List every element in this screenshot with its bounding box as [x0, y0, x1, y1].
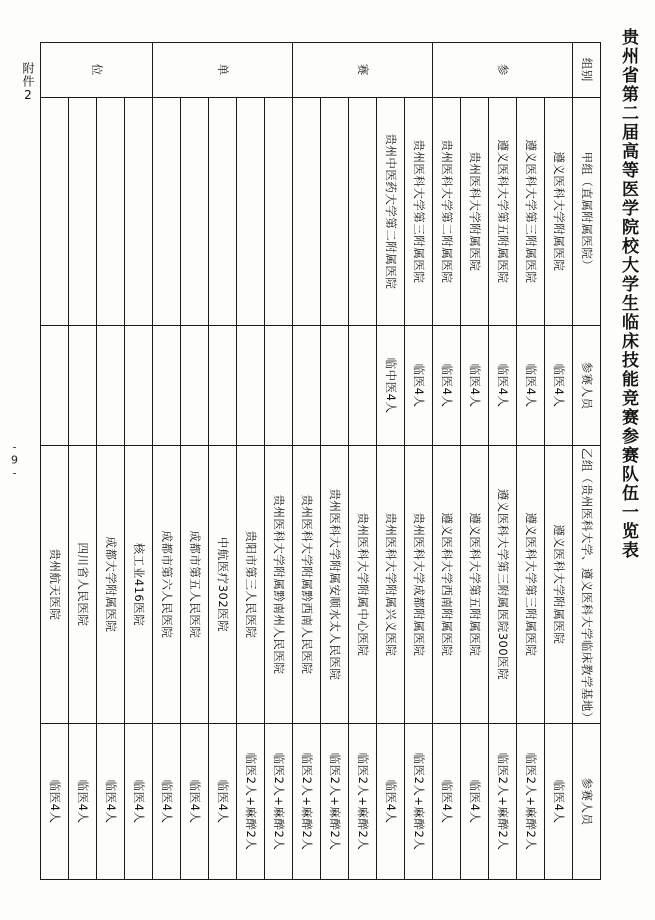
- cell-a-unit: 贵州医科大学附属医院: [461, 97, 489, 326]
- cell-b-people: 临医2人+麻醉2人: [405, 724, 433, 880]
- cell-b-people: 临医2人+麻醉2人: [321, 724, 349, 880]
- table-row: [237, 43, 265, 880]
- cell-b-unit: 贵州医科大学附属中心医院: [349, 445, 377, 723]
- cell-b-people: 临医4人: [377, 724, 405, 880]
- cell-b-people: 临医4人: [153, 724, 181, 880]
- page-number: -9-: [8, 440, 21, 480]
- cell-b-people: 临医4人: [69, 724, 97, 880]
- cell-a-people: 临医4人: [461, 326, 489, 446]
- cell-a-unit: [349, 97, 377, 326]
- cell-a-unit: [41, 97, 69, 326]
- cell-a-unit: [181, 97, 209, 326]
- participating-teams-table: [40, 42, 601, 880]
- table-row: [181, 43, 209, 880]
- cell-a-people: 临医4人: [545, 326, 573, 446]
- cell-a-people: [349, 326, 377, 446]
- cell-b-people: 临医4人: [41, 724, 69, 880]
- cell-b-unit: 遵义医科大学附属医院: [545, 445, 573, 723]
- table-row: [69, 43, 97, 880]
- cell-b-people: 临医4人: [181, 724, 209, 880]
- cell-b-unit: 贵州医科大学附属安顺水太人民医院: [321, 445, 349, 723]
- table-row: [125, 43, 153, 880]
- cell-b-unit: 贵州医科大学附属黔西南人民医院: [293, 445, 321, 723]
- cell-a-unit: 贵州医科大学第二附属医院: [433, 97, 461, 326]
- cell-b-people: 临医4人: [97, 724, 125, 880]
- cell-a-unit: 贵州医科大学第三附属医院: [405, 97, 433, 326]
- cell-b-people: 临医2人+麻醉2人: [293, 724, 321, 880]
- table-row: [209, 43, 237, 880]
- side-label-dan: 单: [153, 43, 293, 98]
- table-row: [517, 43, 545, 880]
- header-group: 组别: [573, 43, 601, 98]
- cell-a-people: [41, 326, 69, 446]
- page-title: 贵州省第二届高等医学院校大学生临床技能竞赛参赛队伍一览表: [618, 28, 638, 560]
- header-group-b: 乙组（贵州医科大学、遵义医科大学临床教学基地）: [573, 445, 601, 723]
- cell-b-unit: 四川省人民医院: [69, 445, 97, 723]
- cell-a-unit: 遵义医科大学第五附属医院: [489, 97, 517, 326]
- cell-a-unit: [293, 97, 321, 326]
- table-row: [321, 43, 349, 880]
- cell-b-people: 临医2人+麻醉2人: [237, 724, 265, 880]
- table-body: [41, 43, 573, 880]
- cell-a-people: [153, 326, 181, 446]
- cell-b-people: 临医4人: [433, 724, 461, 880]
- cell-b-people: 临医2人+麻醉2人: [265, 724, 293, 880]
- cell-b-people: 临医4人: [125, 724, 153, 880]
- header-group-a-people: 参赛人员: [573, 326, 601, 446]
- cell-b-people: 临医4人: [461, 724, 489, 880]
- cell-a-people: 临医4人: [489, 326, 517, 446]
- cell-a-unit: [237, 97, 265, 326]
- table-row: [461, 43, 489, 880]
- cell-b-people: 临医2人+麻醉2人: [517, 724, 545, 880]
- cell-a-people: 临医4人: [405, 326, 433, 446]
- cell-a-people: [181, 326, 209, 446]
- cell-b-unit: 遵义医科大学第五附属医院: [461, 445, 489, 723]
- table-row: [265, 43, 293, 880]
- cell-a-unit: [321, 97, 349, 326]
- table-row: [153, 43, 181, 880]
- cell-a-unit: [209, 97, 237, 326]
- cell-b-unit: 遵义医科大学第三附属医院300医院: [489, 445, 517, 723]
- header-group-a: 甲组（直属附属医院）: [573, 97, 601, 326]
- table-row: [293, 43, 321, 880]
- table-row: [545, 43, 573, 880]
- table-row: [405, 43, 433, 880]
- cell-b-people: 临医2人+麻醉2人: [349, 724, 377, 880]
- cell-b-unit: 贵州医科大学附属兴义医院: [377, 445, 405, 723]
- cell-a-unit: [153, 97, 181, 326]
- cell-a-people: [97, 326, 125, 446]
- cell-b-unit: 贵州医科大学成都附属医院: [405, 445, 433, 723]
- cell-b-people: 临医2人+麻醉2人: [489, 724, 517, 880]
- cell-b-unit: 成都市第五人民医院: [181, 445, 209, 723]
- cell-b-unit: 贵阳市第三人民医院: [237, 445, 265, 723]
- cell-a-unit: [69, 97, 97, 326]
- table-row: [433, 43, 461, 880]
- cell-a-people: [265, 326, 293, 446]
- cell-b-unit: 贵州医科大学附属黔南州人民医院: [265, 445, 293, 723]
- cell-a-people: 临中医4人: [377, 326, 405, 446]
- cell-a-people: [125, 326, 153, 446]
- side-label-wei: 位: [41, 43, 153, 98]
- cell-a-unit: 遵义医科大学第三附属医院: [517, 97, 545, 326]
- cell-a-people: 临医4人: [517, 326, 545, 446]
- cell-b-unit: 贵州航天医院: [41, 445, 69, 723]
- cell-a-unit: [97, 97, 125, 326]
- header-group-b-people: 参赛人员: [573, 724, 601, 880]
- attachment-label: 附件2: [21, 62, 35, 103]
- cell-a-unit: [265, 97, 293, 326]
- cell-b-unit: 遵义医科大学第三附属医院: [517, 445, 545, 723]
- side-label-sai: 赛: [293, 43, 433, 98]
- cell-a-people: 临医4人: [433, 326, 461, 446]
- cell-a-unit: 遵义医科大学附属医院: [545, 97, 573, 326]
- cell-a-people: [69, 326, 97, 446]
- cell-b-unit: 中航医疗302医院: [209, 445, 237, 723]
- side-label-can: 参: [433, 43, 573, 98]
- cell-a-unit: [125, 97, 153, 326]
- cell-a-people: [293, 326, 321, 446]
- table-row: [41, 43, 69, 880]
- cell-b-unit: 遵义医科大学西南附属医院: [433, 445, 461, 723]
- table-header-row: [573, 43, 601, 880]
- cell-b-unit: 成都大学附属医院: [97, 445, 125, 723]
- cell-a-people: [237, 326, 265, 446]
- cell-a-unit: 贵州中医药大学第二附属医院: [377, 97, 405, 326]
- table-row: [489, 43, 517, 880]
- table-row: [97, 43, 125, 880]
- table-row: [349, 43, 377, 880]
- cell-a-people: [209, 326, 237, 446]
- cell-b-unit: 核工业416医院: [125, 445, 153, 723]
- table-row: [377, 43, 405, 880]
- cell-b-people: 临医4人: [545, 724, 573, 880]
- cell-b-people: 临医4人: [209, 724, 237, 880]
- cell-a-people: [321, 326, 349, 446]
- cell-b-unit: 成都市第六人民医院: [153, 445, 181, 723]
